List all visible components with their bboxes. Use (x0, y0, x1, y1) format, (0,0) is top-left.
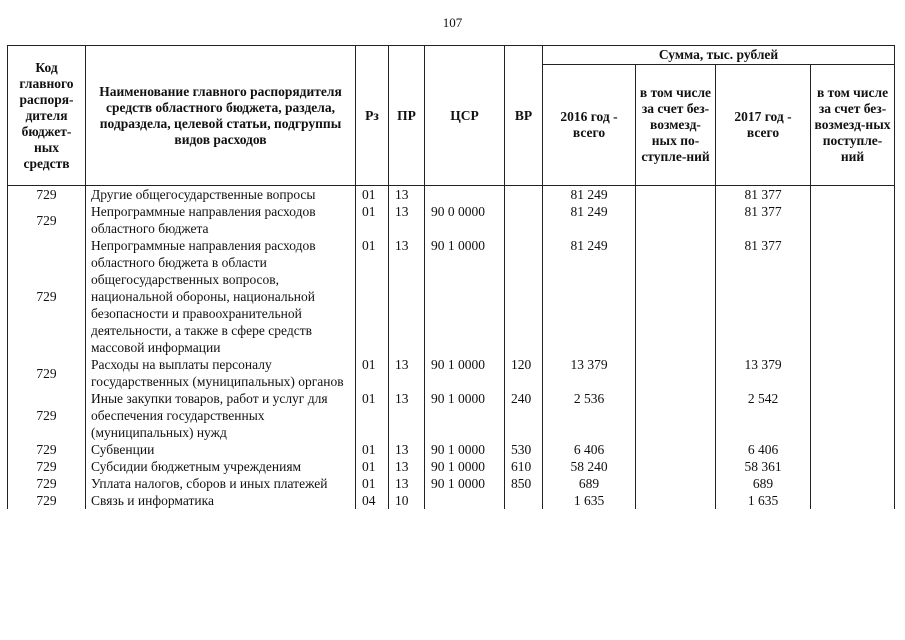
row-sum-2017: 2 542 (716, 390, 811, 441)
row-sum-2017: 689 (716, 475, 811, 492)
row-name: Другие общегосударственные вопросы (86, 186, 356, 204)
row-free-2017 (811, 458, 895, 475)
table-row (8, 186, 895, 204)
page-number: 107 (442, 15, 463, 30)
row-sum-2016: 689 (543, 475, 636, 492)
row-free-2017 (811, 186, 895, 204)
table-body (8, 186, 895, 510)
row-rz: 01 (356, 237, 389, 356)
row-free-2016 (636, 441, 716, 458)
row-vr (505, 237, 543, 356)
row-free-2017 (811, 475, 895, 492)
row-pr: 13 (389, 203, 425, 237)
row-csr: 90 1 0000 (425, 441, 505, 458)
row-name: Субсидии бюджетным учреждениям (86, 458, 356, 475)
row-vr: 850 (505, 475, 543, 492)
table-row (8, 390, 895, 441)
row-free-2016 (636, 475, 716, 492)
header-2016-free: в том числе за счет без-возмезд-ных по-ступле-ний (636, 65, 716, 186)
row-vr: 530 (505, 441, 543, 458)
row-name: Иные закупки товаров, работ и услуг для обеспечения государственных (муниципальных) нужд (86, 390, 356, 441)
table-row (8, 458, 895, 475)
row-free-2017 (811, 203, 895, 237)
row-rz: 01 (356, 458, 389, 475)
header-2017-free: в том числе за счет без-возмезд-ных поступле-ний (811, 65, 895, 186)
row-code: 729 (8, 441, 86, 458)
row-vr (505, 186, 543, 204)
row-sum-2016: 58 240 (543, 458, 636, 475)
header-csr: ЦСР (425, 46, 505, 186)
row-free-2017 (811, 356, 895, 390)
row-free-2016 (636, 186, 716, 204)
header-2016-total: 2016 год - всего (543, 65, 636, 186)
table-row (8, 237, 895, 356)
row-vr: 610 (505, 458, 543, 475)
row-rz: 01 (356, 356, 389, 390)
row-sum-2017: 81 377 (716, 203, 811, 237)
row-pr: 13 (389, 390, 425, 441)
row-free-2016 (636, 356, 716, 390)
row-free-2017 (811, 390, 895, 441)
row-free-2016 (636, 492, 716, 510)
row-rz: 01 (356, 390, 389, 441)
header-vr: ВР (505, 46, 543, 186)
row-csr (425, 186, 505, 204)
row-free-2017 (811, 441, 895, 458)
row-sum-2017: 1 635 (716, 492, 811, 510)
row-code: 729 (8, 186, 86, 204)
row-code: 729 (8, 390, 86, 441)
table-row (8, 356, 895, 390)
row-sum-2017: 6 406 (716, 441, 811, 458)
table-row (8, 475, 895, 492)
row-csr (425, 492, 505, 510)
row-code: 729 (8, 458, 86, 475)
row-sum-2017: 81 377 (716, 186, 811, 204)
header-sum: Сумма, тыс. рублей (543, 46, 895, 65)
row-pr: 13 (389, 186, 425, 204)
row-pr: 13 (389, 356, 425, 390)
header-name: Наименование главного распорядителя средств областного бюджета, раздела, подраздела, целевой статьи, подгруппы видов расходов (86, 46, 356, 186)
row-code: 729 (8, 203, 86, 237)
header-code: Код главного распоря-дителя бюджет-ных средств (8, 46, 86, 186)
row-pr: 10 (389, 492, 425, 510)
row-sum-2016: 81 249 (543, 237, 636, 356)
row-code: 729 (8, 475, 86, 492)
row-pr: 13 (389, 441, 425, 458)
row-free-2016 (636, 237, 716, 356)
row-free-2016 (636, 390, 716, 441)
table-row (8, 492, 895, 510)
row-free-2016 (636, 203, 716, 237)
row-vr (505, 492, 543, 510)
row-name: Непрограммные направления расходов областного бюджета (86, 203, 356, 237)
row-rz: 01 (356, 441, 389, 458)
row-name: Субвенции (86, 441, 356, 458)
row-vr: 120 (505, 356, 543, 390)
budget-table (7, 45, 895, 510)
row-vr (505, 203, 543, 237)
row-sum-2016: 81 249 (543, 203, 636, 237)
row-code: 729 (8, 356, 86, 390)
table-row (8, 441, 895, 458)
row-csr: 90 1 0000 (425, 390, 505, 441)
row-code: 729 (8, 237, 86, 356)
row-pr: 13 (389, 458, 425, 475)
row-sum-2016: 6 406 (543, 441, 636, 458)
row-sum-2017: 81 377 (716, 237, 811, 356)
row-free-2016 (636, 458, 716, 475)
row-csr: 90 1 0000 (425, 356, 505, 390)
row-pr: 13 (389, 475, 425, 492)
row-rz: 01 (356, 186, 389, 204)
row-name: Связь и информатика (86, 492, 356, 510)
header-2017-total: 2017 год - всего (716, 65, 811, 186)
row-name: Уплата налогов, сборов и иных платежей (86, 475, 356, 492)
row-free-2017 (811, 492, 895, 510)
row-rz: 04 (356, 492, 389, 510)
row-vr: 240 (505, 390, 543, 441)
row-csr: 90 1 0000 (425, 475, 505, 492)
row-pr: 13 (389, 237, 425, 356)
row-sum-2016: 13 379 (543, 356, 636, 390)
row-csr: 90 0 0000 (425, 203, 505, 237)
row-name: Непрограммные направления расходов областного бюджета в области общегосударственных вопросов, национальной обороны, национальной безопасности и правоохранительной деятельности, а также в сфере средств массовой информации (86, 237, 356, 356)
row-rz: 01 (356, 475, 389, 492)
table-header (8, 46, 895, 186)
header-rz: Рз (356, 46, 389, 186)
table-row (8, 203, 895, 237)
row-code: 729 (8, 492, 86, 510)
row-csr: 90 1 0000 (425, 237, 505, 356)
row-sum-2017: 13 379 (716, 356, 811, 390)
row-sum-2016: 2 536 (543, 390, 636, 441)
row-sum-2016: 1 635 (543, 492, 636, 510)
row-name: Расходы на выплаты персоналу государственных (муниципальных) органов (86, 356, 356, 390)
row-sum-2017: 58 361 (716, 458, 811, 475)
row-csr: 90 1 0000 (425, 458, 505, 475)
row-sum-2016: 81 249 (543, 186, 636, 204)
row-free-2017 (811, 237, 895, 356)
row-rz: 01 (356, 203, 389, 237)
header-pr: ПР (389, 46, 425, 186)
